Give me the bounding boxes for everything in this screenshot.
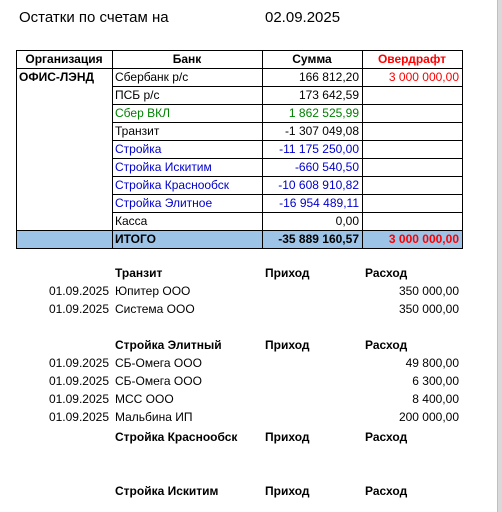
section-title-iskitim[interactable]: Стройка Искитим — [115, 484, 219, 498]
row-expense[interactable]: 200 000,00 — [398, 410, 459, 424]
bank-name[interactable]: Сбербанк р/с — [115, 70, 189, 84]
grid-line — [112, 140, 463, 141]
row-counterparty[interactable]: Мальбина ИП — [115, 410, 193, 424]
organization-name[interactable]: ОФИС-ЛЭНД — [19, 70, 95, 84]
income-header[interactable]: Приход — [265, 484, 310, 498]
col-header-organization[interactable]: Организация — [25, 52, 103, 66]
grid-line — [16, 230, 463, 231]
row-date[interactable]: 01.09.2025 — [48, 410, 109, 424]
bank-name[interactable]: Стройка Краснообск — [115, 178, 230, 192]
bank-name[interactable]: Транзит — [115, 124, 160, 138]
col-header-bank[interactable]: Банк — [172, 52, 202, 66]
bank-name[interactable]: Стройка — [115, 142, 162, 156]
total-label[interactable]: ИТОГО — [115, 232, 156, 246]
grid-line — [112, 122, 463, 123]
section-title-tranzit[interactable]: Транзит — [115, 266, 163, 280]
bank-name[interactable]: Стройка Элитное — [115, 196, 213, 210]
amount-value[interactable]: 0,00 — [335, 214, 359, 228]
section-title-krasnoobsk[interactable]: Стройка Краснообск — [115, 430, 238, 444]
row-date[interactable]: 01.09.2025 — [48, 392, 109, 406]
grid-line — [262, 50, 263, 249]
amount-value[interactable]: -11 175 250,00 — [279, 142, 359, 156]
col-header-amount[interactable]: Сумма — [292, 52, 332, 66]
row-counterparty[interactable]: Юпитер ООО — [115, 284, 191, 298]
amount-value[interactable]: -16 954 489,11 — [279, 196, 359, 210]
row-expense[interactable]: 6 300,00 — [412, 374, 459, 388]
expense-header[interactable]: Расход — [365, 338, 408, 352]
row-counterparty[interactable]: МСС ООО — [115, 392, 174, 406]
row-expense[interactable]: 350 000,00 — [398, 284, 459, 298]
grid-line — [16, 50, 463, 51]
bank-name[interactable]: ПСБ р/с — [115, 88, 160, 102]
row-date[interactable]: 01.09.2025 — [48, 302, 109, 316]
row-date[interactable]: 01.09.2025 — [48, 284, 109, 298]
bank-name[interactable]: Касса — [115, 214, 148, 228]
grid-line — [112, 158, 463, 159]
bank-name[interactable]: Сбер ВКЛ — [115, 106, 170, 120]
expense-header[interactable]: Расход — [365, 266, 408, 280]
sheet-title[interactable]: Остатки по счетам на — [19, 9, 169, 26]
grid-line — [112, 86, 463, 87]
row-expense[interactable]: 49 800,00 — [405, 356, 459, 370]
grid-line — [16, 68, 463, 69]
row-expense[interactable]: 350 000,00 — [398, 302, 459, 316]
row-counterparty[interactable]: СБ-Омега ООО — [115, 374, 202, 388]
row-counterparty[interactable]: СБ-Омега ООО — [115, 356, 202, 370]
amount-value[interactable]: 173 642,59 — [298, 88, 359, 102]
amount-value[interactable]: 166 812,20 — [298, 70, 359, 84]
total-amount[interactable]: -35 889 160,57 — [278, 232, 359, 246]
grid-line — [112, 176, 463, 177]
income-header[interactable]: Приход — [265, 338, 310, 352]
grid-line — [112, 104, 463, 105]
amount-value[interactable]: 1 862 525,99 — [288, 106, 359, 120]
income-header[interactable]: Приход — [265, 266, 310, 280]
window-edge — [498, 0, 502, 512]
amount-value[interactable]: -660 540,50 — [294, 160, 359, 174]
row-expense[interactable]: 8 400,00 — [412, 392, 459, 406]
total-overdraft[interactable]: 3 000 000,00 — [388, 232, 459, 246]
grid-line — [16, 248, 463, 249]
grid-line — [112, 212, 463, 213]
grid-line — [362, 50, 363, 249]
expense-header[interactable]: Расход — [365, 484, 408, 498]
grid-line — [462, 50, 463, 249]
row-counterparty[interactable]: Система ООО — [115, 302, 195, 316]
income-header[interactable]: Приход — [265, 430, 310, 444]
grid-line — [16, 50, 17, 249]
bank-name[interactable]: Стройка Искитим — [115, 160, 212, 174]
row-date[interactable]: 01.09.2025 — [48, 374, 109, 388]
col-header-overdraft[interactable]: Овердрафт — [377, 52, 447, 66]
row-date[interactable]: 01.09.2025 — [48, 356, 109, 370]
grid-line — [112, 50, 113, 249]
amount-value[interactable]: -10 608 910,82 — [278, 178, 359, 192]
report-date[interactable]: 02.09.2025 — [265, 9, 341, 26]
expense-header[interactable]: Расход — [365, 430, 408, 444]
grid-line — [112, 194, 463, 195]
overdraft-value[interactable]: 3 000 000,00 — [388, 70, 459, 84]
section-title-elitny[interactable]: Стройка Элитный — [115, 338, 222, 352]
amount-value[interactable]: -1 307 049,08 — [284, 124, 359, 138]
